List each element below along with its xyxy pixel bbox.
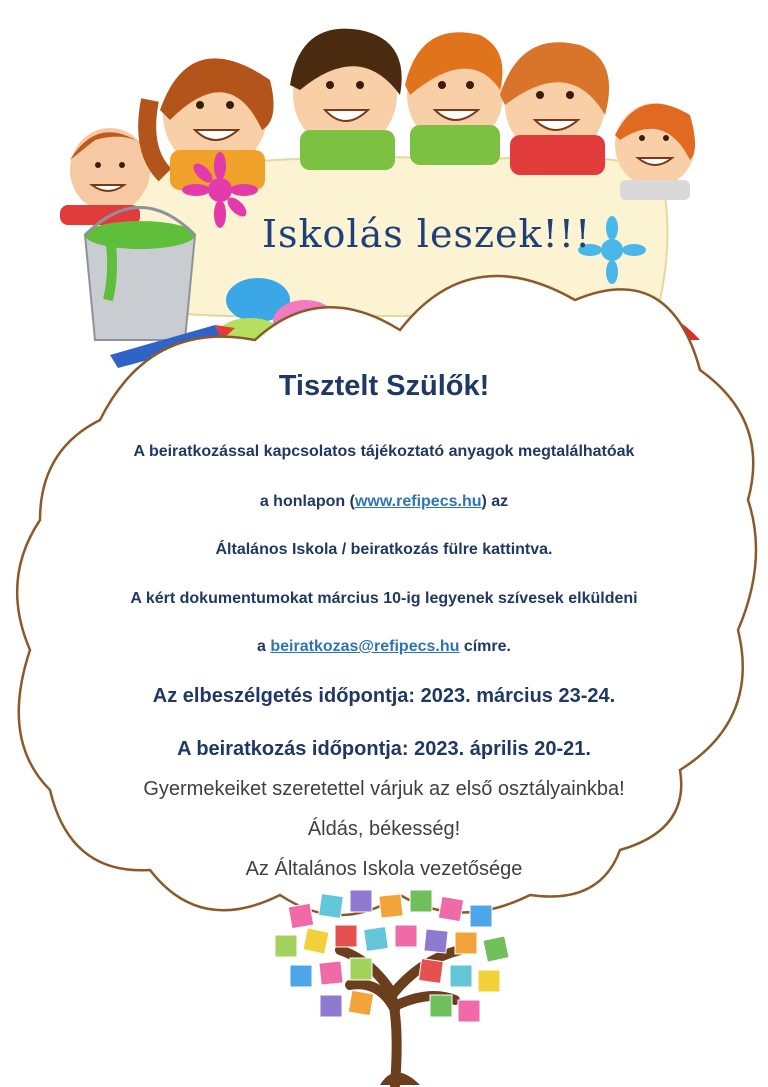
blessing-line: Áldás, békesség! — [307, 818, 461, 840]
interview-date: Az elbeszélgetés időpontja: 2023. március 23-24. — [152, 685, 616, 707]
greeting-heading: Tisztelt Szülők! — [278, 370, 490, 402]
banner-title: Iskolás leszek!!! — [262, 212, 592, 256]
info-line-5 — [0, 638, 768, 656]
info-line-2 — [0, 493, 768, 511]
paint-bucket-icon — [85, 208, 195, 341]
website-link[interactable]: www.refipecs.hu — [354, 493, 482, 510]
enrollment-date: A beiratkozás időpontja: 2023. április 20-21. — [177, 738, 591, 760]
info-line-5-prefix: a — [257, 638, 271, 655]
alphabet-tree-icon — [275, 890, 509, 1085]
info-line-4: A kért dokumentumokat március 10-ig legyenek szívesek elküldeni — [130, 590, 638, 607]
email-link[interactable]: beiratkozas@refipecs.hu — [270, 638, 460, 655]
welcome-line: Gyermekeiket szeretettel várjuk az első osztályainkba! — [143, 778, 625, 800]
info-line-2-suffix: ) az — [481, 493, 509, 510]
info-line-2-prefix: a honlapon ( — [259, 493, 355, 510]
info-line-1: A beiratkozással kapcsolatos tájékoztató anyagok megtalálhatóak — [133, 443, 635, 460]
info-line-5-suffix: címre. — [459, 638, 511, 655]
signature-line: Az Általános Iskola vezetősége — [245, 858, 523, 880]
info-line-3: Általános Iskola / beiratkozás fülre kattintva. — [215, 541, 553, 558]
